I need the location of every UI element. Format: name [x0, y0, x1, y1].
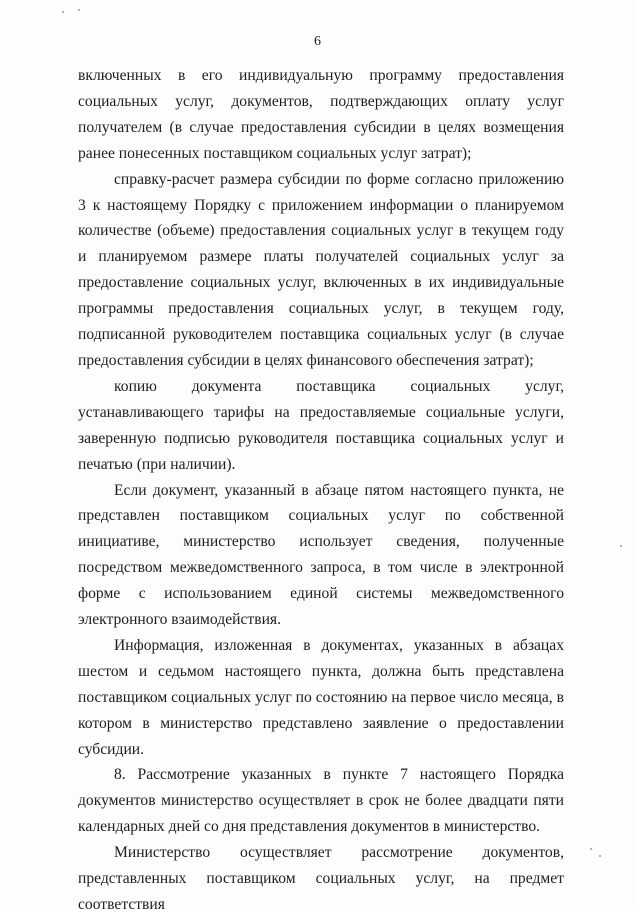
scan-speck	[620, 545, 622, 547]
paragraph-interagency-request: Если документ, указанный в абзаце пятом настоящего пункта, не представлен поставщиком социальных услуг по собственной инициативе, министерство использует сведения, полученные посредством межведомственного запроса, в том числе в электронной форме с использованием единой системы межведомственного электронного взаимодействия.	[78, 481, 564, 629]
scan-speck	[599, 855, 601, 857]
paragraph-continuation: включенных в его индивидуальную программу предоставления социальных услуг, документов, подтверждающих оплату услуг получателем (в случае предоставления субсидии в целях возмещения ранее понесенных поставщиком социальных услуг затрат);	[78, 67, 564, 162]
page-number: 6	[314, 34, 321, 49]
scan-speck	[590, 848, 592, 850]
paragraph-review: Министерство осуществляет рассмотрение документов, представленных поставщиком социальных услуг, на предмет соответствия	[78, 844, 564, 913]
scan-speck	[78, 9, 80, 11]
paragraph-subsidy-calculation: справку-расчет размера субсидии по форме согласно приложению 3 к настоящему Порядку с приложением информации о планируемом количестве (объеме) предоставления социальных услуг в текущем году и планируемом размере платы получателей социальных услуг за предоставление социальных услуг, включенных в их индивидуальные программы предоставления социальных услуг, в текущем году, подписанной руководителем поставщика социальных услуг (в случае предоставления субсидии в целях финансового обеспечения затрат);	[78, 170, 564, 369]
document-body	[78, 63, 564, 918]
paragraph-tariff-document: копию документа поставщика социальных услуг, устанавливающего тарифы на предоставляемые социальные услуги, заверенную подписью руководителя поставщика социальных услуг и печатью (при наличии).	[78, 377, 564, 473]
scan-speck	[62, 11, 64, 13]
paragraph-information-date: Информация, изложенная в документах, указанных в абзацах шестом и седьмом настоящего пункта, должна быть представлена поставщиком социальных услуг по состоянию на первое число месяца, в котором в министерство представлено заявление о предоставлении субсидии.	[78, 636, 564, 758]
paragraph-item-8: 8. Рассмотрение указанных в пункте 7 настоящего Порядка документов министерство осуществляет в срок не более двадцати пяти календарных дней со дня представления документов в министерство.	[78, 766, 564, 836]
